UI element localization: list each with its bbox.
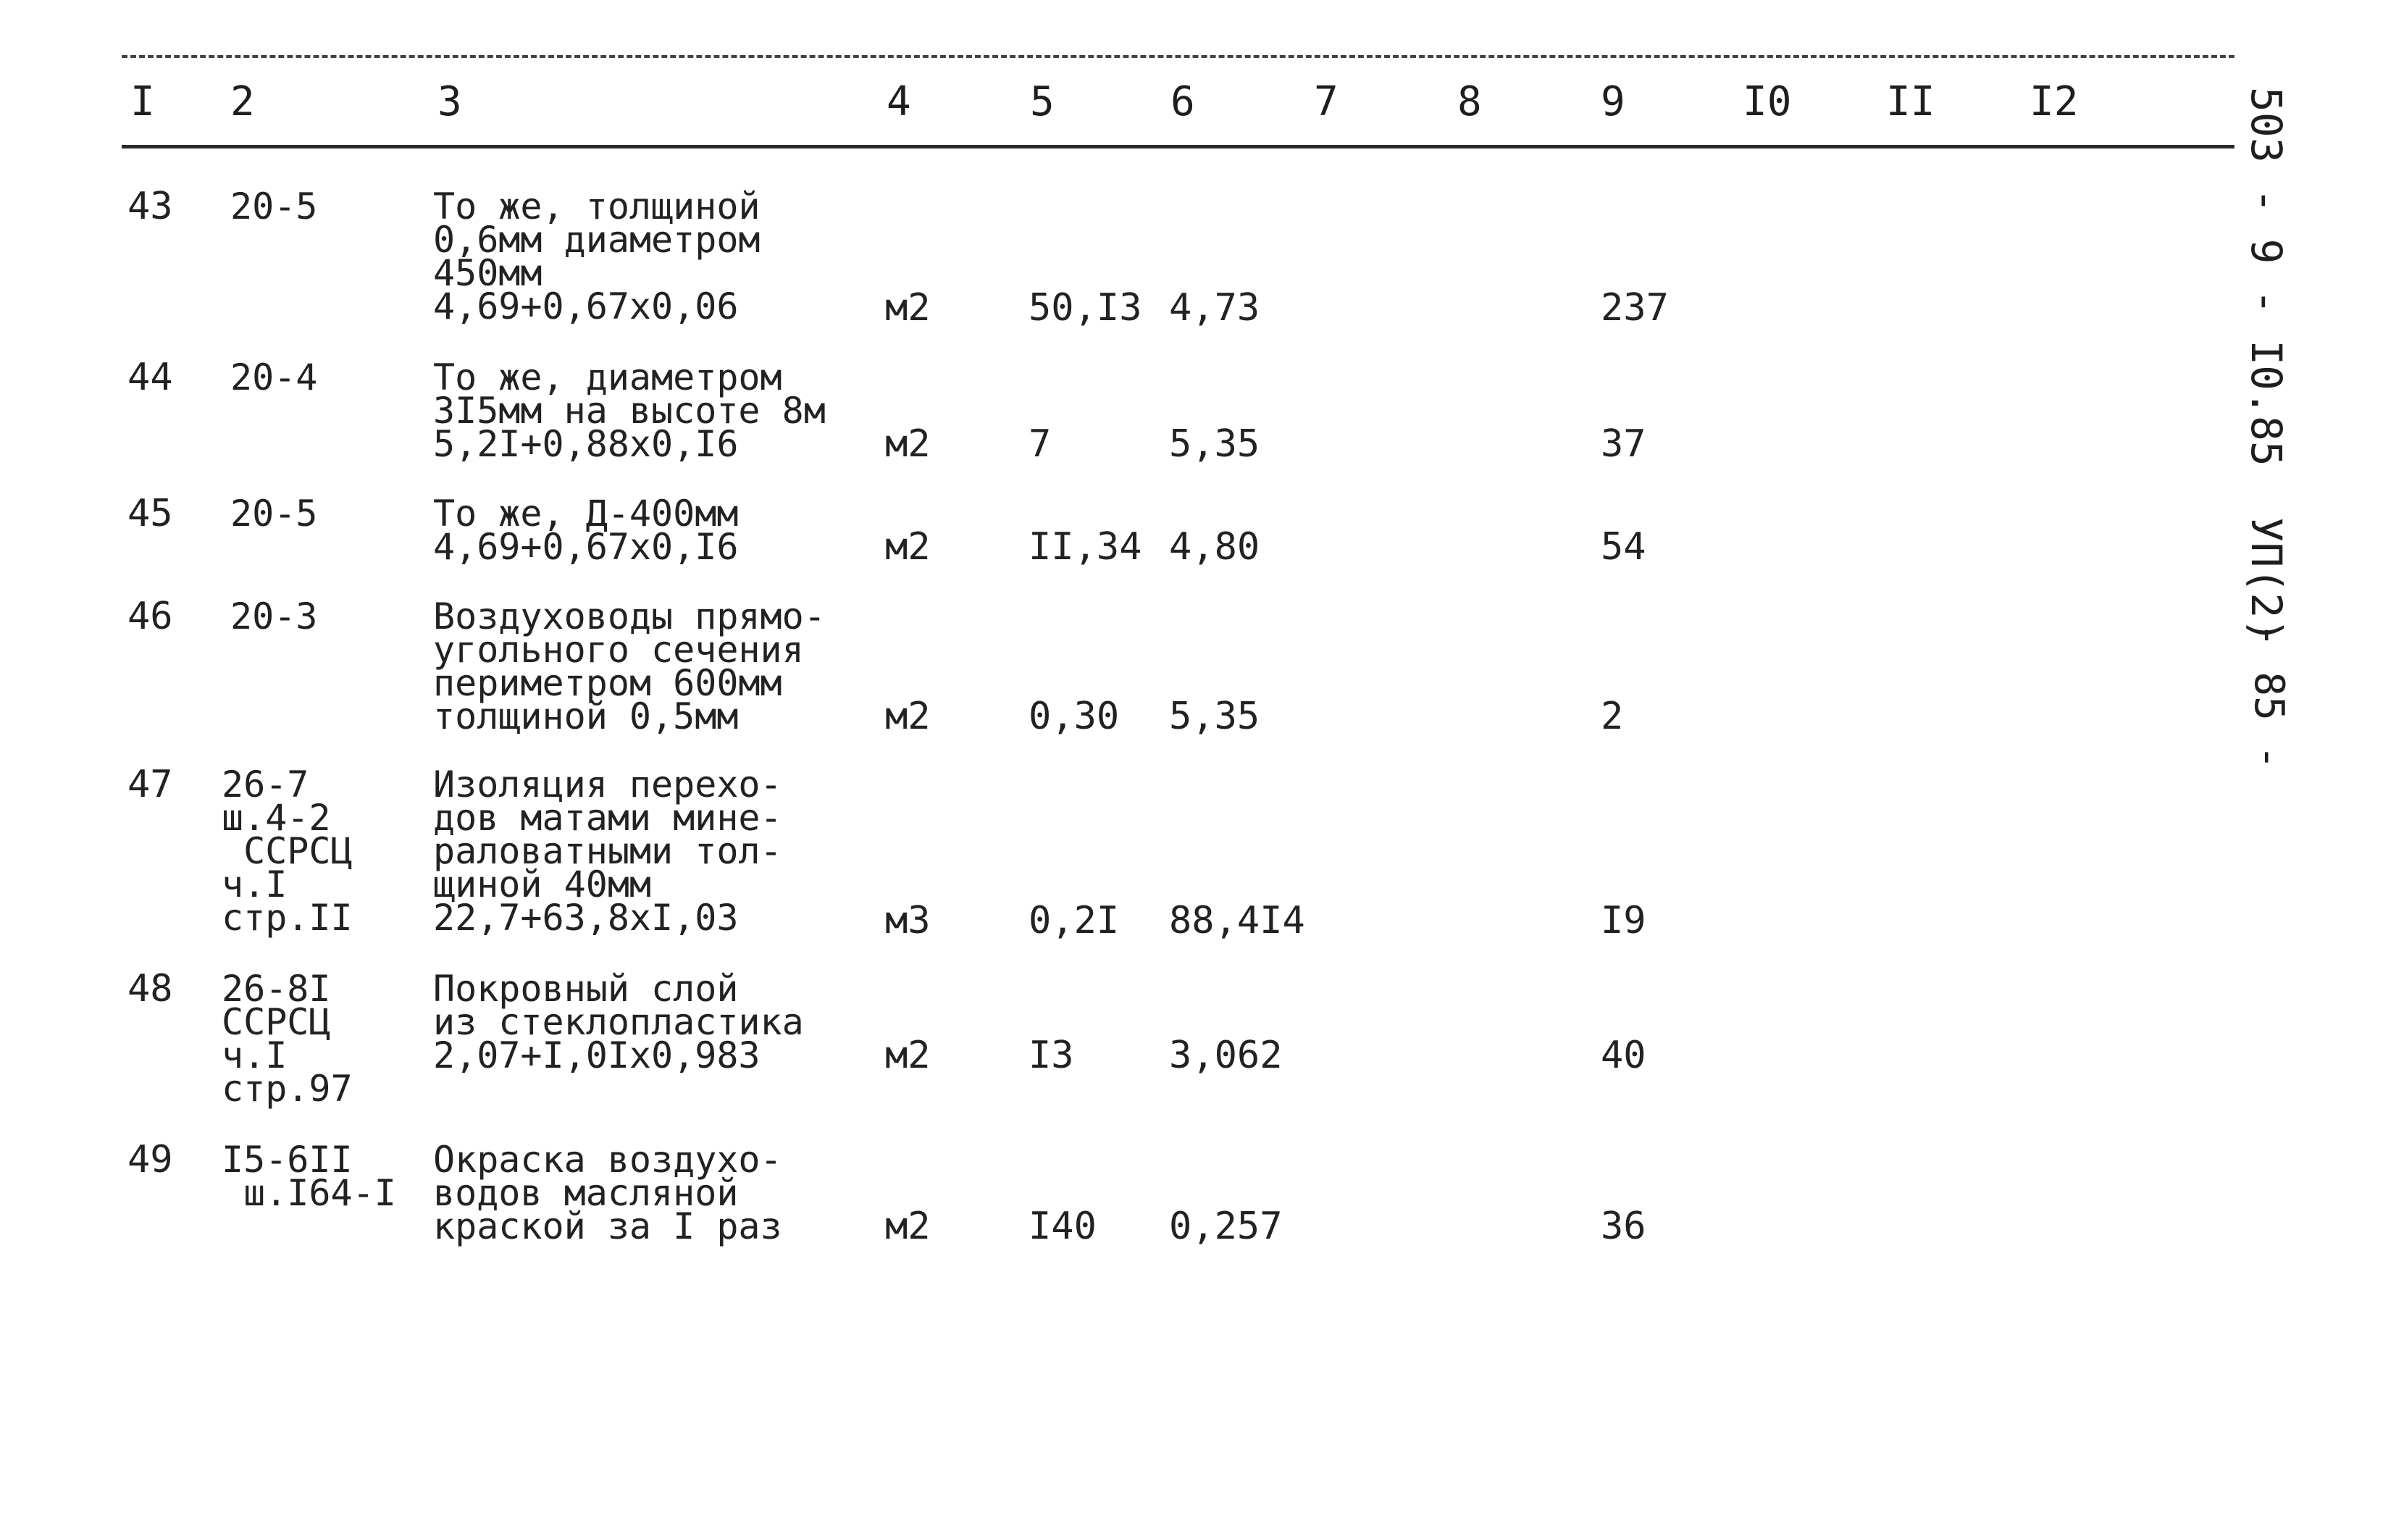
row-number: 49	[127, 1138, 173, 1181]
col-header-11: II	[1886, 78, 1935, 125]
row-price: 5,35	[1169, 422, 1260, 466]
row-price: 4,73	[1169, 286, 1260, 330]
row-unit: м2	[885, 1205, 931, 1248]
row-number: 45	[127, 492, 173, 535]
header-rule	[122, 145, 2234, 148]
row-unit: м2	[885, 286, 931, 330]
row-quantity: 50,I3	[1029, 286, 1142, 330]
top-rule	[122, 55, 2234, 58]
col-header-12: I2	[2030, 78, 2079, 125]
row-description: Покровный слой из стеклопластика 2,07+I,0Iх0,983	[433, 968, 804, 1076]
row-code: 20-5	[230, 493, 318, 535]
col-header-8: 8	[1457, 78, 1482, 125]
row-description: Окраска воздухо- водов масляной краской за I раз	[433, 1139, 782, 1247]
row-quantity: II,34	[1029, 525, 1142, 569]
row-description: То же, толщиной 0,6мм диаметром 450мм 4,69+0,67х0,06	[433, 185, 761, 327]
row-quantity: I40	[1029, 1205, 1097, 1248]
row-code: 26-7 ш.4-2 ССРСЦ ч.I стр.II	[222, 763, 353, 939]
row-quantity: 0,30	[1029, 695, 1120, 738]
col-header-4: 4	[887, 78, 911, 125]
row-total: 237	[1601, 286, 1669, 330]
row-unit: м3	[885, 899, 931, 942]
document-code: 503 - 9 - I0.85 УП(2)	[2242, 87, 2291, 644]
row-code: 20-3	[230, 595, 318, 637]
col-header-5: 5	[1030, 78, 1055, 125]
row-number: 46	[127, 595, 173, 638]
row-price: 4,80	[1169, 525, 1260, 569]
row-total: 54	[1601, 525, 1646, 569]
row-quantity: 7	[1029, 422, 1052, 466]
col-header-9: 9	[1601, 78, 1625, 125]
col-header-10: I0	[1743, 78, 1792, 125]
row-unit: м2	[885, 525, 931, 569]
row-unit: м2	[885, 1034, 931, 1077]
page-number: - 85 -	[2245, 623, 2292, 770]
row-number: 48	[127, 967, 173, 1010]
row-number: 44	[127, 356, 173, 399]
row-price: 88,4I4	[1169, 899, 1305, 942]
row-number: 47	[127, 763, 173, 806]
col-header-1: I	[130, 78, 155, 125]
row-quantity: I3	[1029, 1034, 1074, 1077]
col-header-6: 6	[1170, 78, 1195, 125]
row-code: 20-5	[230, 185, 318, 227]
row-code: 20-4	[230, 356, 318, 398]
row-description: То же, Д-400мм 4,69+0,67х0,I6	[433, 493, 739, 568]
row-total: 37	[1601, 422, 1646, 466]
row-price: 3,062	[1169, 1034, 1283, 1077]
row-description: Воздуховоды прямо- угольного сечения периметром 600мм толщиной 0,5мм	[433, 595, 826, 737]
col-header-3: 3	[437, 78, 462, 125]
row-code: 26-8I ССРСЦ ч.I стр.97	[222, 968, 353, 1110]
row-total: I9	[1601, 899, 1646, 942]
row-price: 5,35	[1169, 695, 1260, 738]
col-header-2: 2	[230, 78, 255, 125]
row-number: 43	[127, 185, 173, 228]
row-price: 0,257	[1169, 1205, 1283, 1248]
row-quantity: 0,2I	[1029, 899, 1120, 942]
row-unit: м2	[885, 695, 931, 738]
row-unit: м2	[885, 422, 931, 466]
row-description: Изоляция перехо- дов матами мине- раловатными тол- щиной 40мм 22,7+63,8хI,03	[433, 763, 782, 939]
col-header-7: 7	[1314, 78, 1339, 125]
row-description: То же, диаметром 3I5мм на высоте 8м 5,2I+0,88х0,I6	[433, 356, 826, 465]
row-total: 36	[1601, 1205, 1646, 1248]
row-total: 2	[1601, 695, 1624, 738]
row-total: 40	[1601, 1034, 1646, 1077]
row-code: I5-6II ш.I64-I	[222, 1139, 396, 1214]
